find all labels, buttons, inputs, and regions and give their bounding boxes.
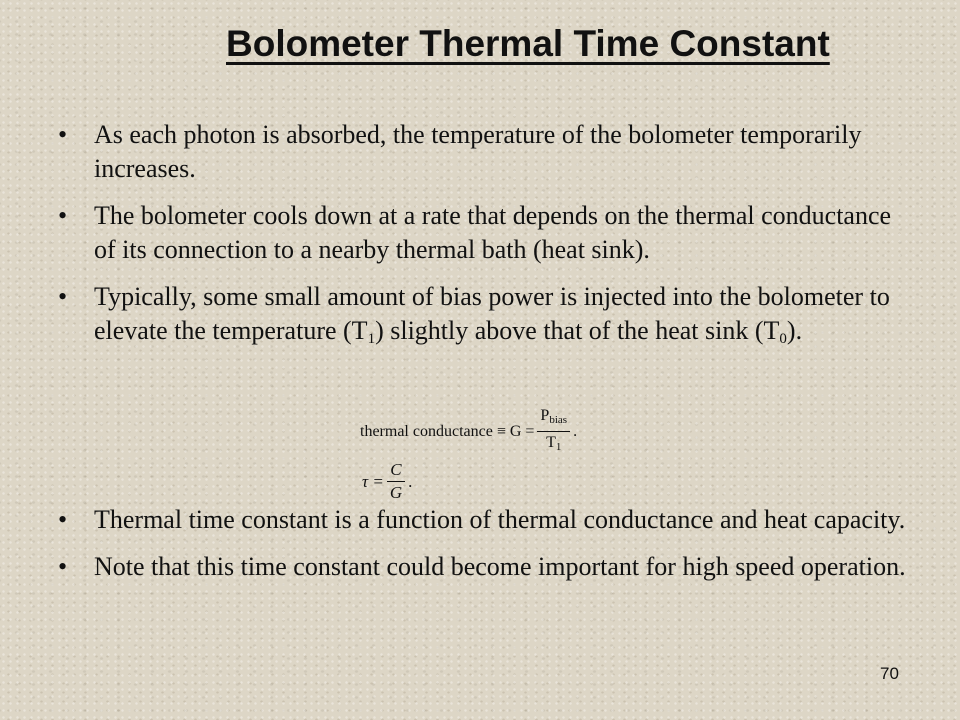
numerator-subscript: bias: [549, 414, 568, 426]
bullet-dot: •: [58, 120, 68, 149]
bullet-cooling: [58, 199, 908, 267]
fraction-numerator: [537, 406, 570, 432]
equation-thermal-conductance: [360, 406, 577, 457]
slide-title: Bolometer Thermal Time Constant: [226, 23, 830, 64]
bullet-text: Note that this time constant could become important for high speed operation.: [94, 552, 906, 581]
denominator-subscript: 1: [555, 441, 562, 453]
bullet-text-part3: ).: [786, 316, 803, 345]
fraction-denominator: G: [389, 483, 403, 502]
bullet-dot: •: [58, 552, 68, 581]
equation-fraction: [387, 460, 405, 503]
bullet-text: The bolometer cools down at a rate that depends on the thermal conductance of its connection to a nearby thermal bath (heat sink).: [94, 201, 892, 264]
bullet-time-constant: [58, 503, 908, 537]
bullet-dot: •: [58, 282, 68, 311]
bullet-text-part1: Typically, some small amount of bias power is injected into the bolometer to elevate the temperature (T: [94, 282, 890, 345]
subscript-t1: 1: [367, 331, 376, 347]
equation-lhs: thermal conductance ≡ G =: [360, 422, 535, 440]
bullet-dot: •: [58, 201, 68, 230]
equation-time-constant: [362, 460, 412, 503]
bullet-list-top: [58, 118, 908, 348]
fraction-numerator: C: [387, 460, 404, 482]
subscript-t0: 0: [779, 331, 787, 347]
equation-trail: .: [573, 422, 578, 440]
bullet-photon-absorbed: [58, 118, 908, 186]
equation-lhs: τ =: [362, 471, 384, 491]
denominator-symbol: T: [546, 434, 556, 451]
bullet-dot: •: [58, 505, 68, 534]
bullet-list-bottom: [58, 503, 908, 584]
page-number: 70: [880, 664, 899, 683]
bullet-text-part2: ) slightly above that of the heat sink (T: [375, 316, 780, 345]
bullet-text: As each photon is absorbed, the temperature of the bolometer temporarily increases.: [94, 120, 862, 183]
bullet-high-speed: [58, 550, 908, 584]
bullet-bias-power: [58, 280, 908, 348]
equation-trail: .: [408, 471, 413, 491]
fraction-denominator: [543, 432, 564, 457]
bullet-text: Thermal time constant is a function of thermal conductance and heat capacity.: [94, 505, 906, 534]
equation-fraction: [537, 406, 570, 457]
numerator-symbol: P: [540, 407, 550, 424]
